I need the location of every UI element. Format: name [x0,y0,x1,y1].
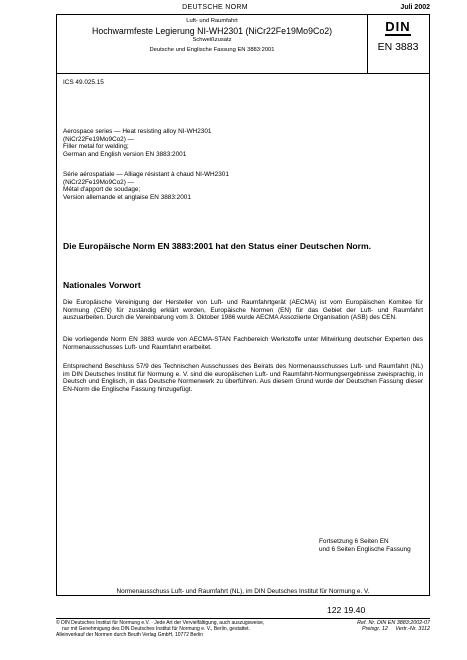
din-logo: DIN [385,19,411,34]
foreword-paragraph: Die vorliegende Norm EN 3883 wurde von AECMA-STAN Fachbereich Werkstoffe unter Mitwirkung deutscher Experten des Normenausschusses Luft- und Raumfahrt erarbeitet. [63,336,423,351]
foreword-paragraph: Die Europäische Vereinigung der Hersteller von Luft- und Raumfahrtgerät (AECMA) ist vom Europäischen Komitee für Normung (CEN) für zuständig erklärt worden, Europäische Normen (EN) für das Gebiet der Luft- und Raumfahrt auszuarbeiten. Durch die Vereinbarung vom 3. Oktober 1986 wurde AECMA Assoziierte Organisation (ASB) des CEN. [63,299,423,322]
publication-date: Juli 2002 [400,4,430,11]
french-title: Série aérospatiale — Alliage résistant à chaud NI-WH2301 (NiCr22Fe19Mo9Co2) — Métal d'apport de soudage; Version allemande et anglaise EN 3883:2001 [63,171,229,201]
foreword-paragraph: Entsprechend Beschluss 57/9 des Technischen Ausschusses des Beirats des Normenausschusses Luft- und Raumfahrt (NL) im DIN Deutsches Institut für Normung e. V. sind die europäischen Luft- und Raumfahrt-Normungsergebnisse zweisprachig, in Deutsch und Englisch, in das Deutsche Normenwerk zu überführen. Aus diesem Grund wurde der Deutschen Fassung dieser EN-Norm die Englische Fassung hinzugefügt. [63,363,423,394]
committee-line: Normenausschuss Luft- und Raumfahrt (NL), im DIN Deutsches Institut für Normung e. V. [116,588,370,595]
foreword-title: Nationales Vorwort [63,280,141,290]
price-code: 122 19.40 [327,605,366,615]
category-label: Luft- und Raumfahrt [186,18,238,24]
standard-number: EN 3883 [377,41,419,53]
ics-code: ICS 49.025.15 [63,79,104,86]
copyright-notice: © DIN Deutsches Institut für Normung e.V. · Jede Art der Vervielfältigung, auch auszugsweise, nur mit Genehmigung des DIN Deutsches Institut für Normung e. V., Berlin, gestattet. Alleinverkauf der Normen durch Beuth Verlag GmbH, 10772 Berlin [56,620,265,638]
header-box [57,15,429,74]
english-title: Aerospace series — Heat resisting alloy NI-WH2301 (NiCr22Fe19Mo9Co2) — Filler metal for welding; German and English version EN 3883:2001 [63,128,212,158]
reference-number: Ref. Nr. DIN EN 3883:2002-07 Preisgr. 12 Vertr.-Nr. 3112 [357,620,430,632]
footer-rule [56,618,430,619]
document-type: DEUTSCHE NORM [182,4,248,11]
header-title-block [57,15,368,73]
header-standard-block [367,15,429,73]
version-line: Deutsche und Englische Fassung EN 3883:2001 [149,47,275,53]
status-statement: Die Europäische Norm EN 3883:2001 hat den Status einer Deutschen Norm. [63,241,372,251]
main-title: Hochwarmfeste Legierung NI-WH2301 (NiCr22Fe19Mo9Co2) [91,26,333,36]
document-frame [56,14,430,596]
continuation-note: Fortsetzung 6 Seiten EN und 6 Seiten Englische Fassung [319,538,411,553]
subtitle: Schweißzusatz [192,37,232,43]
